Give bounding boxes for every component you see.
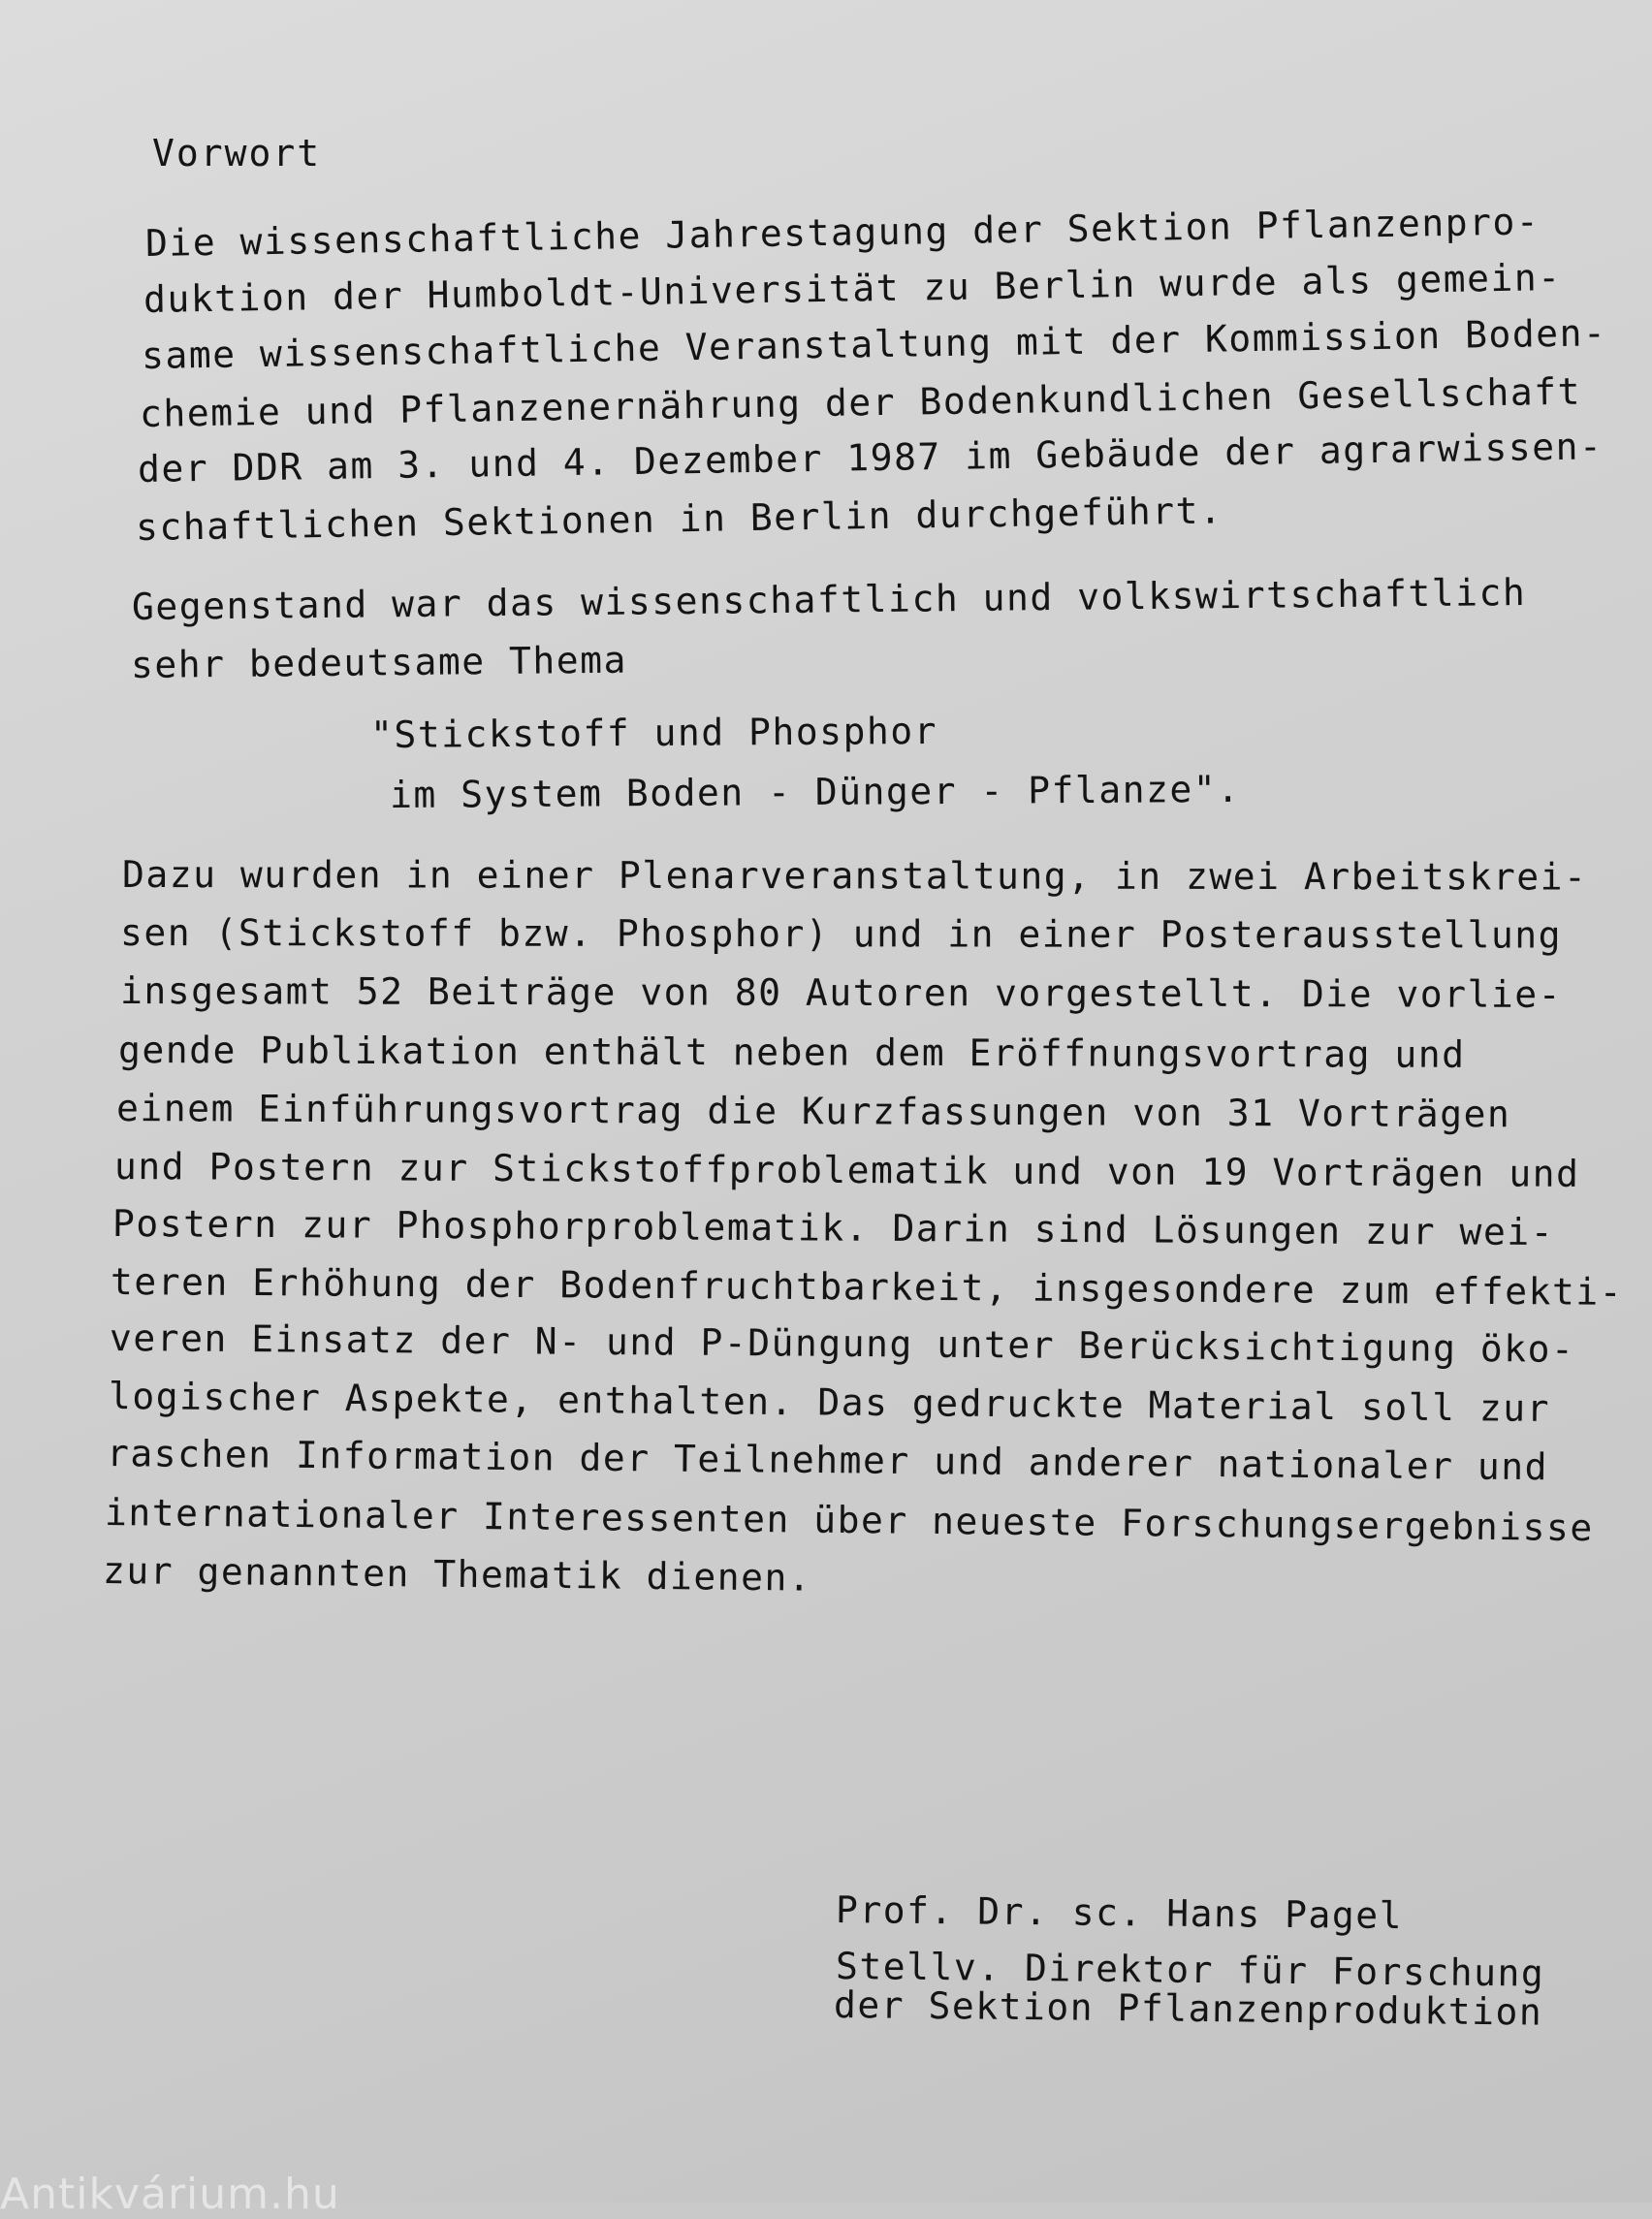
paragraph1-line-5: der DDR am 3. und 4. Dezember 1987 im Gebäude der agrarwissen- <box>137 425 1604 491</box>
paragraph3-line-7: Postern zur Phosphorproblematik. Darin sind Lösungen zur wei- <box>111 1202 1555 1254</box>
paragraph3-line-6: und Postern zur Stickstoffproblematik und von 19 Vorträgen und <box>113 1145 1580 1195</box>
paragraph3-line-2: sen (Stickstoff bzw. Phosphor) und in einer Posterausstellung <box>119 911 1563 957</box>
paragraph3-line-12: internationaler Interessenten über neueste Forschungsergebnisse <box>104 1491 1594 1550</box>
paragraph1-line-1: Die wissenschaftliche Jahrestagung der Sektion Pflanzenpro- <box>144 200 1541 265</box>
paragraph1-line-4: chemie und Pflanzenernährung der Bodenkundlichen Gesellschaft <box>139 369 1582 435</box>
paragraph2-line-2: sehr bedeutsame Thema <box>130 638 628 686</box>
paragraph3-line-9: veren Einsatz der N- und P-Düngung unter Berücksichtigung öko- <box>109 1316 1575 1371</box>
paragraph3-line-10: logischer Aspekte, enthalten. Das gedruckte Material soll zur <box>108 1375 1551 1430</box>
paragraph3-line-3: insgesamt 52 Beiträge von 80 Autoren vorgestellt. Die vorlie- <box>119 969 1563 1016</box>
paragraph3-line-5: einem Einführungsvortrag die Kurzfassungen von 31 Vorträgen <box>115 1087 1511 1136</box>
signature-department: der Sektion Pflanzenproduktion <box>833 1983 1543 2034</box>
paragraph3-line-13: zur genannten Thematik dienen. <box>102 1549 812 1600</box>
signature-title: Stellv. Direktor für Forschung <box>835 1945 1545 1995</box>
paragraph2-line-1: Gegenstand war das wissenschaftlich und volkswirtschaftlich <box>131 570 1527 628</box>
quote-line-2: im System Boden - Dünger - Pflanze". <box>389 767 1241 816</box>
heading: Vorwort <box>152 132 322 174</box>
paragraph1-line-2: duktion der Humboldt-Universität zu Berlin wurde als gemein- <box>143 256 1562 321</box>
paragraph1-line-3: same wissenschaftliche Veranstaltung mit der Kommission Boden- <box>141 311 1607 377</box>
quote-line-1: "Stickstoff und Phosphor <box>369 709 938 756</box>
paragraph3-line-11: raschen Information der Teilnehmer und anderer nationaler und <box>106 1432 1549 1489</box>
paragraph3-line-4: gende Publikation enthält neben dem Eröffnungsvortrag und <box>117 1029 1466 1076</box>
paragraph3-line-8: teren Erhöhung der Bodenfruchtbarkeit, insgesondere zum effekti- <box>110 1260 1624 1314</box>
paragraph1-line-6: schaftlichen Sektionen in Berlin durchgeführt. <box>135 489 1223 549</box>
signature-name: Prof. Dr. sc. Hans Pagel <box>835 1888 1404 1938</box>
paragraph3-line-1: Dazu wurden in einer Plenarveranstaltung, in zwei Arbeitskrei- <box>121 853 1588 899</box>
watermark: Antikvárium.hu <box>0 2170 340 2219</box>
